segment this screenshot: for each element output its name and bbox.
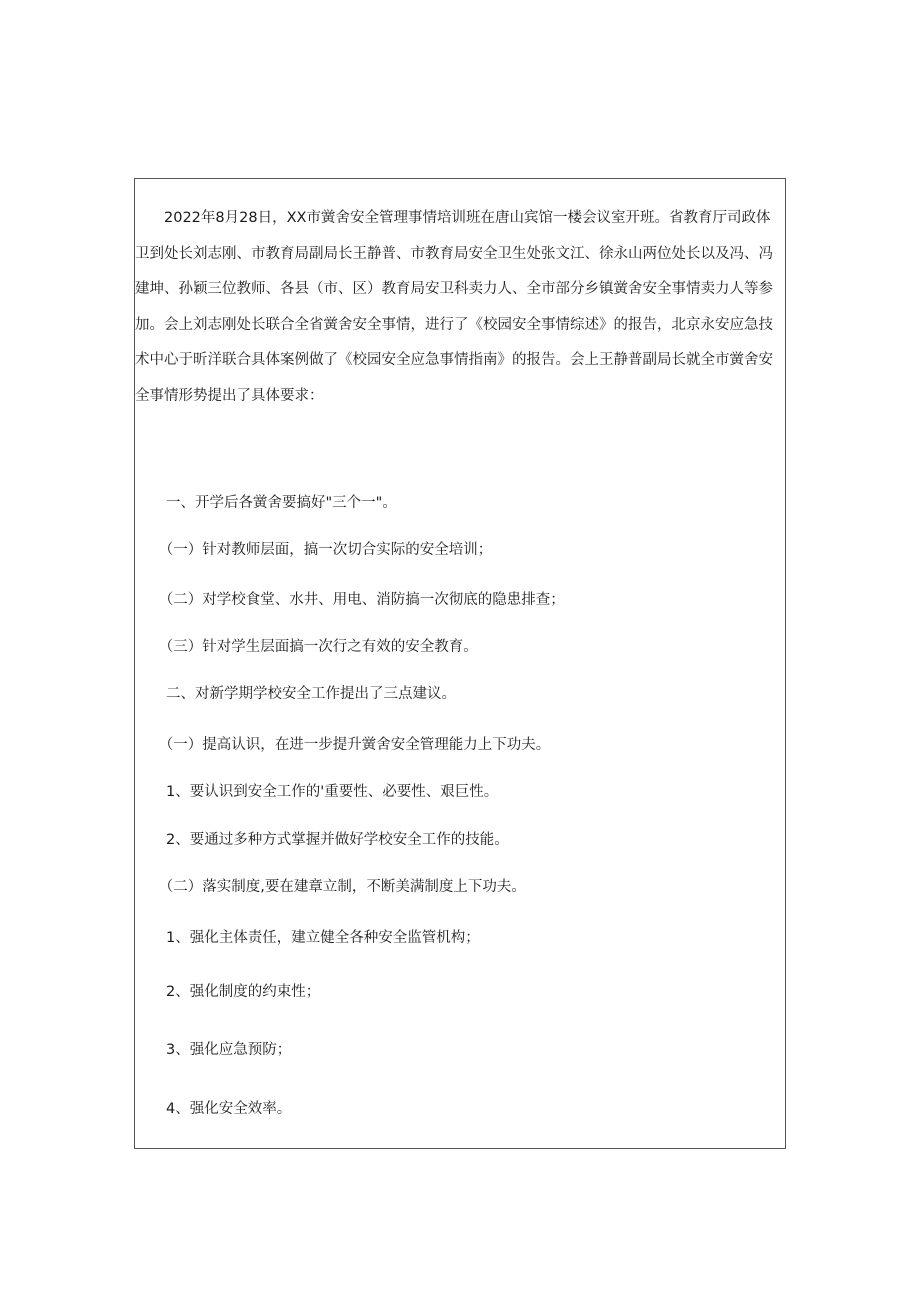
list-item: （二）对学校食堂、水井、用电、消防搞一次彻底的隐患排查； <box>137 592 565 608</box>
list-item: 1、强化主体责任，建立健全各种安全监管机构； <box>137 930 480 946</box>
content-frame <box>134 178 786 1149</box>
list-item: 3、强化应急预防； <box>137 1042 292 1058</box>
intro-paragraph <box>135 201 791 414</box>
intro-line: 卫到处长刘志刚、市教育局副局长王静普、市教育局安全卫生处张文江、徐永山两位处长以及冯、冯 <box>135 245 773 262</box>
section-heading-1: 一、开学后各黉舍要搞好"三个一"。 <box>137 495 397 511</box>
section-heading-2: 二、对新学期学校安全工作提出了三点建议。 <box>137 686 456 702</box>
intro-line: 建坤、孙颖三位教师、各县（市、区）教育局安卫科卖力人、全市部分乡镇黉舍安全事情卖力人等参 <box>135 281 773 297</box>
list-item: （一）针对教师层面，搞一次切合实际的安全培训； <box>137 542 493 558</box>
list-item: （二）落实制度,要在建章立制，不断美满制度上下功夫。 <box>137 879 526 895</box>
intro-line: 2022年8月28日，XX市黉舍安全管理事情培训班在唐山宾馆一楼会议室开班。省教育厅司政体 <box>135 210 771 226</box>
list-item: 4、强化安全效率。 <box>137 1101 292 1117</box>
list-item: 2、要通过多种方式掌握并做好学校安全工作的技能。 <box>137 832 509 848</box>
intro-line: 全事情形势提出了具体要求： <box>135 387 324 404</box>
list-item: （一）提高认识，在进一步提升黉舍安全管理能力上下功夫。 <box>137 737 551 753</box>
list-item: （三）针对学生层面搞一次行之有效的安全教育。 <box>137 639 478 655</box>
list-item: 1、要认识到安全工作的'重要性、必要性、艰巨性。 <box>137 784 499 800</box>
list-item: 2、强化制度的约束性； <box>137 984 321 1000</box>
intro-line: 加。会上刘志刚处长联合全省黉舍安全事情，进行了《校园安全事情综述》的报告，北京永安应急技 <box>135 316 773 333</box>
intro-line: 术中心于昕洋联合具体案例做了《校园安全应急事情指南》的报告。会上王静普副局长就全市黉舍安 <box>135 352 773 368</box>
